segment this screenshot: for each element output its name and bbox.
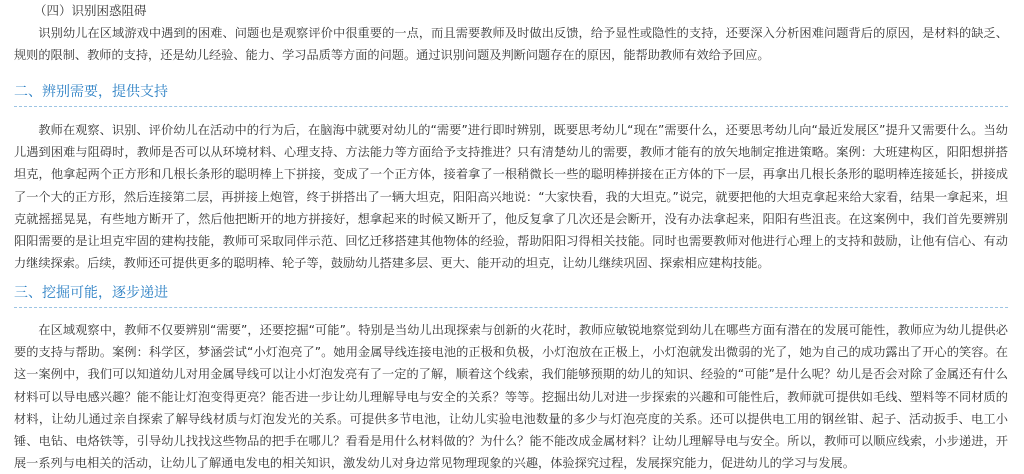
paragraph-possibilities: 在区域观察中，教师不仅要辨别“需要”，还要挖掘“可能”。特别是当幼儿出现探索与创新的火花时，教师应敏锐地察觉到幼儿在哪些方面有潜在的发展可能性，教师应为幼儿提供必要的支持与帮助。案例：科学区，梦涵尝试“小灯泡亮了”。她用金属导线连接电池的正极和负极，小灯泡放在正极上，小灯泡就发出微弱的光了，她为自己的成功露出了开心的笑容。在这一案例中，我们可以知道幼儿对用金属导线可以让小灯泡发亮有了一定的了解，顺着这个线索，我们能够预期的幼儿的知识、经验的“可能”是什么呢？幼儿是否会对除了金属还有什么材料可以导电感兴趣？能不能让灯泡变得更亮？能否进一步让幼儿理解导电与安全的关系？等等。挖掘出幼儿对进一步探索的兴趣和可能性后，教师就可提供如毛线、塑料等不同材质的材料，让幼儿通过亲自探索了解导线材质与灯泡发光的关系。可提供多节电池，让幼儿实验电池数量的多少与灯泡亮度的关系。还可以提供电工用的钢丝钳、起子、活动扳手、电工小锤、电钻、电烙铁等，引导幼儿找找这些物品的把手在哪儿？看看是用什么材料做的？为什么？能不能改成金属材料？让幼儿理解导电与安全。所以，教师可以顺应线索，小步递进，开展一系列与电相关的活动，让幼儿了解通电发电的相关知识，激发幼儿对身边常见物理现象的兴趣，体验探究过程，发展探究能力，促进幼儿的学习与发展。 <box>14 323 1008 471</box>
paragraph-identify-obstacles: 识别幼儿在区域游戏中遇到的困难、问题也是观察评价中很重要的一点，而且需要教师及时做出反馈，给予显性或隐性的支持，还要深入分析困难问题背后的原因，是材料的缺乏、规则的限制、教师的支持，还是幼儿经验、能力、学习品质等方面的问题。通过识别问题及判断问题存在的原因，能帮助教师有效给予回应。 <box>14 26 1008 63</box>
section-heading-possibilities: 三、挖掘可能，逐步递进 <box>14 283 1008 308</box>
paragraph-needs-support: 教师在观察、识别、评价幼儿在活动中的行为后，在脑海中就要对幼儿的“需要”进行即时辨别，既要思考幼儿“现在”需要什么，还要思考幼儿向“最近发展区”提升又需要什么。当幼儿遇到困难与阻碍时，教师是否可以从环境材料、心理支持、方法能力等方面给予支持推进？只有清楚幼儿的需要，教师才能有的放矢地制定推进策略。案例：大班建构区，阳阳想拼搭坦克，他拿起两个正方形和几根长条形的聪明棒上下拼接，变成了一个正方体，接着拿了一根稍微长一些的聪明棒拼接在正方体的下一层，再拿出几根长条形的聪明棒连接延长，拼接成了一个大的正方形，然后连接第二层，再拼接上炮管，终于拼搭出了一辆大坦克，阳阳高兴地说：“大家快看，我的大坦克。”说完，就要把他的大坦克拿起来给大家看，结果一拿起来，坦克就摇摇晃晃，有些地方断开了，然后他把断开的地方拼接好，想拿起来的时候又断开了，他反复拿了几次还是会断开，没有办法拿起来，阳阳有些沮丧。在这案例中，我们首先要辨别阳阳需要的是让坦克牢固的建构技能，教师可采取同伴示范、回忆迁移搭建其他物体的经验，帮助阳阳习得相关技能。同时也需要教师对他进行心理上的支持和鼓励，让他有信心、有动力继续探索。后续，教师还可提供更多的聪明棒、轮子等，鼓励幼儿搭建多层、更大、能开动的坦克，让幼儿继续巩固、探索相应建构技能。 <box>14 123 1008 271</box>
sub-heading: （四）识别困惑阻碍 <box>34 3 147 18</box>
section-heading-needs: 二、辨别需要，提供支持 <box>14 82 1008 107</box>
